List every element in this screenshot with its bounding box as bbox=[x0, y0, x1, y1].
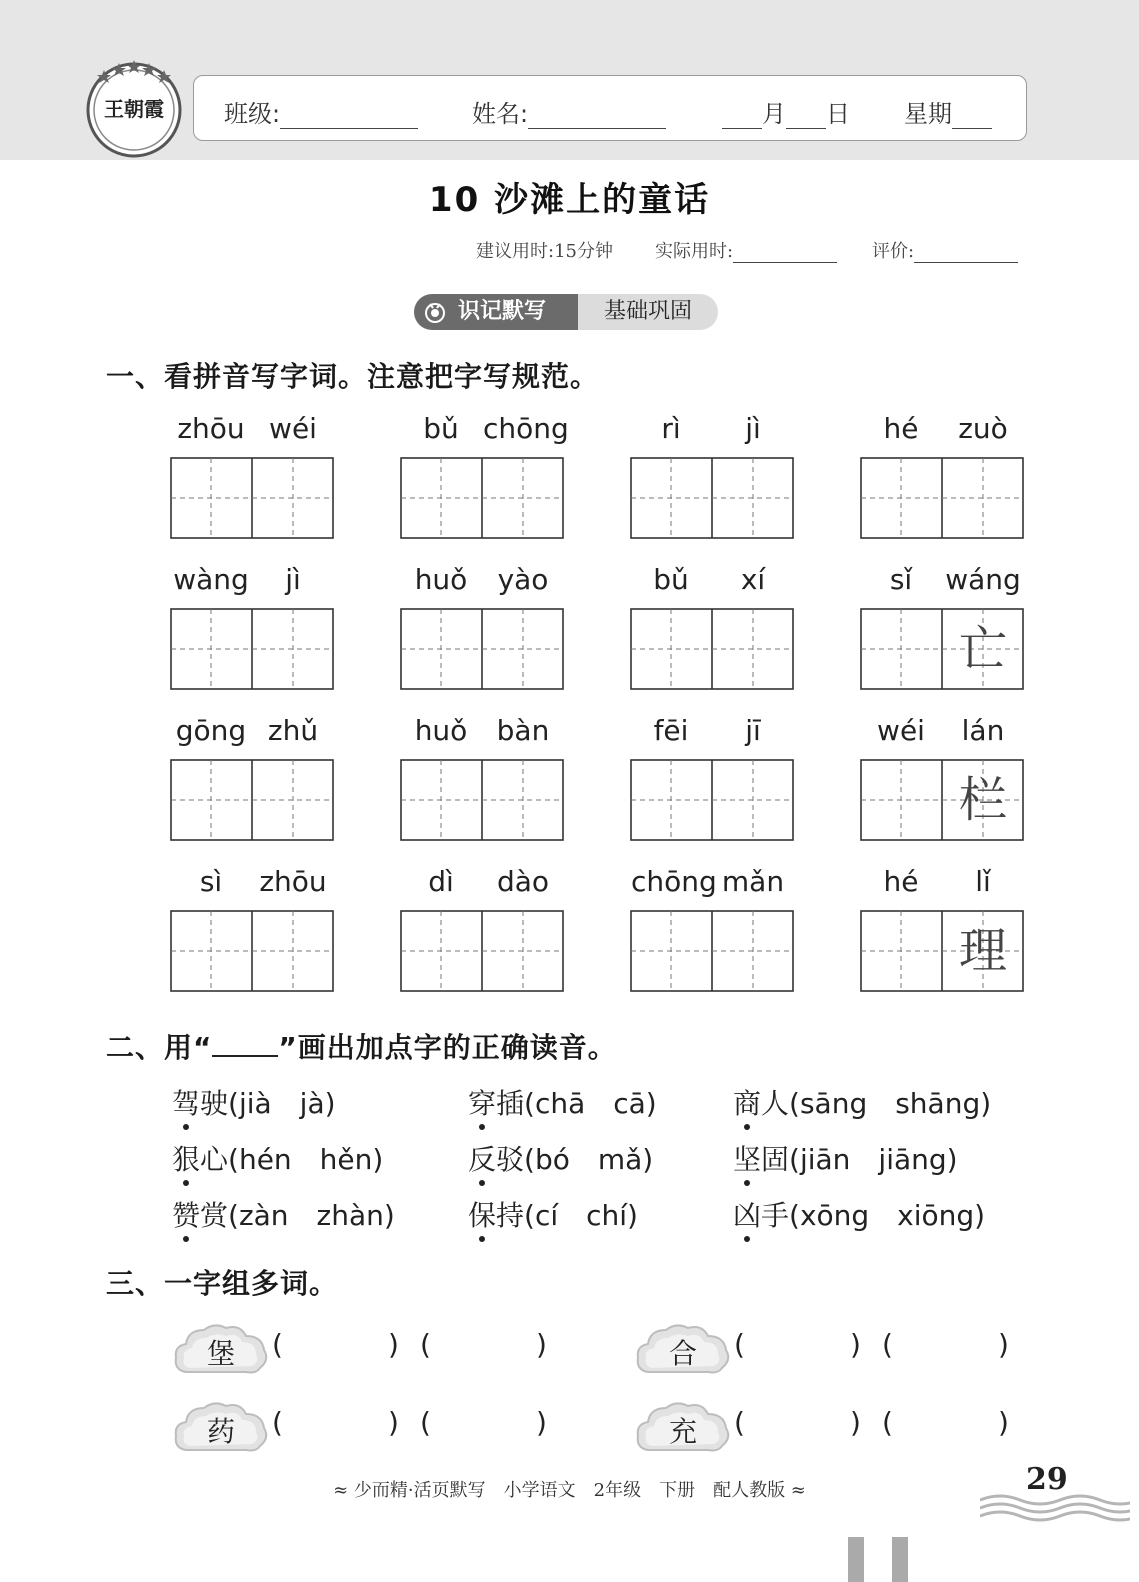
pinyin-syllable: jì bbox=[285, 563, 301, 596]
hint-character: 理 bbox=[958, 923, 1007, 979]
answer-open-paren: ( bbox=[272, 1406, 283, 1439]
answer-open-paren: ( bbox=[272, 1328, 283, 1361]
pinyin-syllable: huǒ bbox=[414, 563, 468, 596]
pronunciation-item bbox=[468, 1138, 653, 1178]
pronunciation-item bbox=[733, 1082, 991, 1122]
pinyin-syllable: bàn bbox=[496, 714, 550, 747]
answer-open-paren: ( bbox=[420, 1406, 431, 1439]
dotted-character: 反 bbox=[468, 1138, 496, 1178]
class-label: 班级: bbox=[224, 94, 418, 129]
writing-grid[interactable] bbox=[170, 608, 334, 690]
answer-open-paren: ( bbox=[734, 1406, 745, 1439]
writing-grid[interactable] bbox=[630, 608, 794, 690]
word-character: 持 bbox=[496, 1199, 525, 1232]
pinyin-options[interactable]: (sāng shāng) bbox=[789, 1087, 992, 1120]
root-character: 充 bbox=[668, 1415, 697, 1448]
pinyin-syllable: dào bbox=[496, 865, 550, 898]
weekday-label: 星期 bbox=[904, 94, 992, 129]
pinyin-syllable: chōng bbox=[631, 865, 717, 898]
pinyin-syllable: xí bbox=[740, 563, 766, 596]
hint-character: 栏 bbox=[958, 772, 1007, 828]
section3-title: 三、一字组多词。 bbox=[106, 1267, 339, 1300]
answer-open-paren: ( bbox=[734, 1328, 745, 1361]
pronunciation-item bbox=[733, 1194, 985, 1234]
pinyin-options[interactable]: (zàn zhàn) bbox=[228, 1199, 395, 1232]
lesson-title: 10 沙滩上的童话 bbox=[428, 180, 711, 220]
pronunciation-item bbox=[733, 1138, 958, 1178]
pronunciation-item bbox=[468, 1082, 657, 1122]
pinyin-syllable: wéi bbox=[877, 714, 925, 747]
answer-open-paren: ( bbox=[420, 1328, 431, 1361]
pinyin-syllable: dì bbox=[428, 865, 454, 898]
dotted-character: 坚 bbox=[733, 1138, 761, 1178]
suggested-time: 建议用时:15分钟 bbox=[476, 241, 613, 262]
dotted-character: 商 bbox=[733, 1082, 761, 1122]
page-tab-mark bbox=[848, 1537, 864, 1582]
answer-blank[interactable] bbox=[288, 1408, 384, 1442]
dotted-character: 狠 bbox=[172, 1138, 200, 1178]
word-character: 驶 bbox=[200, 1087, 229, 1120]
writing-grid[interactable] bbox=[400, 608, 564, 690]
pinyin-syllable: hé bbox=[883, 412, 919, 445]
underline-sample bbox=[212, 1029, 278, 1057]
answer-close-paren: ) bbox=[998, 1328, 1009, 1361]
pinyin-syllable: zuò bbox=[958, 412, 1008, 445]
dotted-character: 穿 bbox=[468, 1082, 496, 1122]
pinyin-syllable: bǔ bbox=[653, 563, 689, 596]
pronunciation-item bbox=[172, 1082, 336, 1122]
pinyin-syllable: fēi bbox=[653, 714, 689, 747]
answer-blank[interactable] bbox=[898, 1408, 994, 1442]
month-field[interactable] bbox=[722, 106, 762, 129]
dotted-character: 凶 bbox=[733, 1194, 761, 1234]
answer-blank[interactable] bbox=[436, 1408, 532, 1442]
date-label: 月 日 bbox=[722, 94, 850, 129]
pinyin-syllable: wáng bbox=[945, 563, 1021, 596]
answer-close-paren: ) bbox=[388, 1328, 399, 1361]
actual-time-field[interactable] bbox=[733, 244, 837, 263]
badge-foundation: 基础巩固 bbox=[578, 294, 718, 330]
pinyin-syllable: rì bbox=[661, 412, 681, 445]
dotted-character: 保 bbox=[468, 1194, 496, 1234]
pronunciation-item bbox=[468, 1194, 638, 1234]
pinyin-syllable: zhōu bbox=[177, 412, 245, 445]
writing-grid[interactable] bbox=[170, 457, 334, 539]
pinyin-options[interactable]: (jiān jiāng) bbox=[789, 1143, 958, 1176]
svg-text:王朝霞: 王朝霞 bbox=[104, 97, 164, 121]
pinyin-options[interactable]: (hén hěn) bbox=[228, 1143, 384, 1176]
evaluation-field[interactable] bbox=[914, 244, 1018, 263]
word-character: 心 bbox=[200, 1143, 229, 1176]
hint-character: 亡 bbox=[958, 621, 1007, 677]
answer-blank[interactable] bbox=[750, 1408, 846, 1442]
pinyin-syllable: jì bbox=[745, 412, 761, 445]
footer-text: ≈ 少而精·活页默写 小学语文 2年级 下册 配人教版 ≈ bbox=[333, 1480, 806, 1501]
dotted-character: 驾 bbox=[172, 1082, 200, 1122]
answer-blank[interactable] bbox=[288, 1330, 384, 1364]
class-field[interactable] bbox=[280, 106, 418, 129]
pronunciation-item bbox=[172, 1138, 383, 1178]
page-tab-mark bbox=[892, 1537, 908, 1582]
writing-grid[interactable] bbox=[400, 457, 564, 539]
pinyin-options[interactable]: (bó mǎ) bbox=[524, 1143, 654, 1176]
word-character: 手 bbox=[761, 1199, 790, 1232]
pinyin-syllable: sǐ bbox=[889, 563, 913, 596]
pinyin-syllable: lǐ bbox=[975, 865, 991, 898]
pronunciation-item bbox=[172, 1194, 395, 1234]
word-character: 赏 bbox=[200, 1199, 229, 1232]
answer-close-paren: ) bbox=[388, 1406, 399, 1439]
pinyin-syllable: wéi bbox=[269, 412, 317, 445]
name-field[interactable] bbox=[528, 106, 666, 129]
pinyin-syllable: lán bbox=[961, 714, 1005, 747]
word-character: 驳 bbox=[496, 1143, 525, 1176]
answer-blank[interactable] bbox=[436, 1330, 532, 1364]
answer-close-paren: ) bbox=[998, 1406, 1009, 1439]
answer-close-paren: ) bbox=[536, 1406, 547, 1439]
writing-grid[interactable] bbox=[170, 759, 334, 841]
writing-grid[interactable] bbox=[170, 910, 334, 992]
answer-open-paren: ( bbox=[882, 1406, 893, 1439]
pinyin-options[interactable]: (xōng xiōng) bbox=[789, 1199, 986, 1232]
root-character: 堡 bbox=[206, 1337, 235, 1370]
section1-title: 一、看拼音写字词。注意把字写规范。 bbox=[106, 360, 600, 393]
writing-grid[interactable] bbox=[400, 910, 564, 992]
pinyin-syllable: sì bbox=[199, 865, 223, 898]
evaluation-label: 评价: bbox=[872, 237, 1018, 263]
name-label: 姓名: bbox=[472, 94, 666, 129]
pinyin-syllable: mǎn bbox=[721, 865, 785, 898]
word-character: 插 bbox=[496, 1087, 525, 1120]
answer-open-paren: ( bbox=[882, 1328, 893, 1361]
pinyin-options[interactable]: (chā cā) bbox=[524, 1087, 657, 1120]
answer-close-paren: ) bbox=[536, 1328, 547, 1361]
root-character: 药 bbox=[206, 1415, 235, 1448]
answer-blank[interactable] bbox=[898, 1330, 994, 1364]
pinyin-syllable: hé bbox=[883, 865, 919, 898]
writing-grid[interactable] bbox=[630, 910, 794, 992]
root-character: 合 bbox=[668, 1337, 697, 1370]
writing-grid[interactable] bbox=[630, 759, 794, 841]
dotted-character: 赞 bbox=[172, 1194, 200, 1234]
pinyin-syllable: zhǔ bbox=[267, 714, 319, 747]
medal-icon bbox=[424, 301, 446, 323]
actual-time-label: 实际用时: bbox=[655, 237, 837, 263]
pinyin-options[interactable]: (cí chí) bbox=[524, 1199, 638, 1232]
pinyin-syllable: wàng bbox=[173, 563, 249, 596]
answer-close-paren: ) bbox=[850, 1406, 861, 1439]
weekday-field[interactable] bbox=[952, 106, 992, 129]
badge-memorize: 识记默写 bbox=[414, 294, 584, 330]
answer-close-paren: ) bbox=[850, 1328, 861, 1361]
pinyin-syllable: zhōu bbox=[259, 865, 327, 898]
day-field[interactable] bbox=[786, 106, 826, 129]
publisher-logo bbox=[84, 58, 184, 158]
word-character: 人 bbox=[761, 1087, 790, 1120]
writing-grid[interactable] bbox=[400, 759, 564, 841]
page-number: 29 bbox=[1026, 1462, 1068, 1497]
pinyin-syllable: jī bbox=[745, 714, 761, 747]
pinyin-syllable: gōng bbox=[175, 714, 247, 747]
section2-title: 二、用“ ”画出加点字的正确读音。 bbox=[106, 1031, 617, 1064]
answer-blank[interactable] bbox=[750, 1330, 846, 1364]
writing-grid[interactable] bbox=[860, 457, 1024, 539]
student-info-box bbox=[193, 75, 1027, 141]
word-character: 固 bbox=[761, 1143, 790, 1176]
pinyin-syllable: chōng bbox=[483, 412, 569, 445]
pinyin-syllable: bǔ bbox=[423, 412, 459, 445]
pinyin-options[interactable]: (jià jà) bbox=[228, 1087, 336, 1120]
pinyin-syllable: yào bbox=[497, 563, 549, 596]
pinyin-syllable: huǒ bbox=[414, 714, 468, 747]
writing-grid[interactable] bbox=[630, 457, 794, 539]
